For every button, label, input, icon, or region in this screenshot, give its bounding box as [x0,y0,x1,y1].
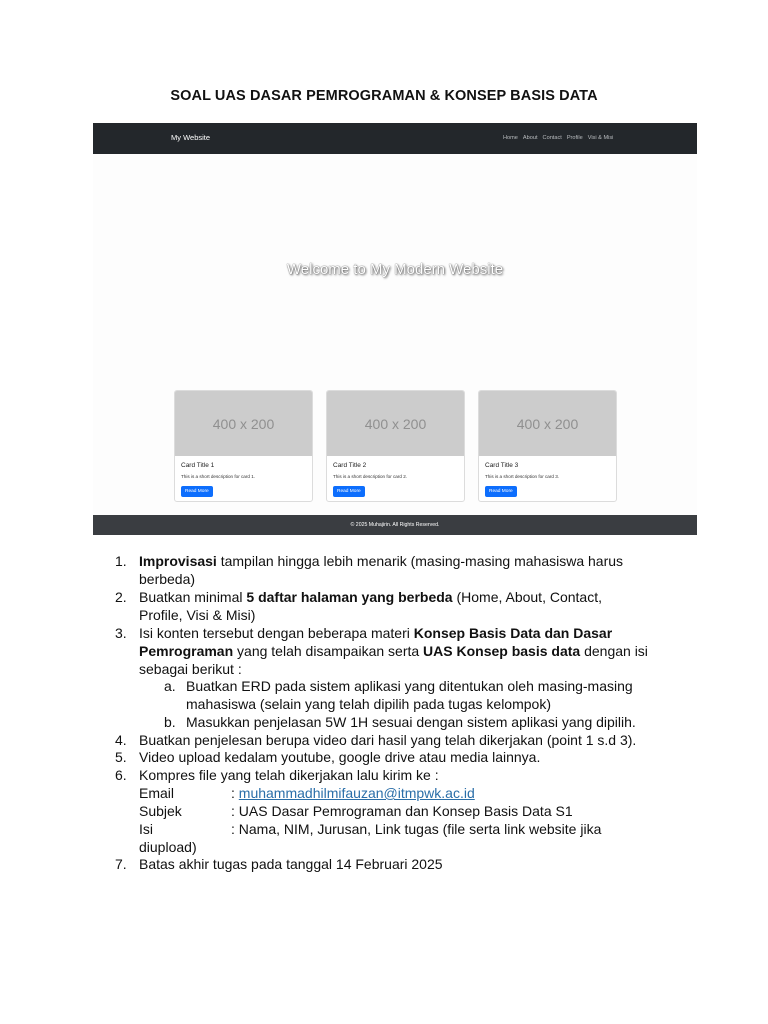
item-text: Buatkan minimal [139,589,247,605]
navbar-brand: My Website [171,133,211,142]
read-more-button: Read More [485,486,517,497]
card-description: This is a short description for card 1. [181,474,256,479]
list-item-4 [115,731,679,749]
item-text: tampilan hingga lebih menarik (masing-masing mahasiswa harus [216,553,624,569]
card-image-placeholder: 400 x 200 [175,391,312,456]
read-more-button: Read More [333,486,365,497]
item-text: berbeda) [139,571,196,587]
card-title: Card Title 2 [333,462,367,469]
item-text: Isi konten tersebut dengan beberapa materi [139,625,414,641]
item-text: Batas akhir tugas pada tanggal 14 Februari 2025 [139,856,443,872]
list-number: 1. [115,553,127,569]
card-description: This is a short description for card 3. [485,474,560,479]
emphasis-text: 5 daftar halaman yang berbeda [246,589,453,605]
item-text: Profile, Visi & Misi) [139,607,256,623]
list-item-1 [115,552,679,588]
emphasis-text: Konsep Basis Data dan Dasar [413,625,613,641]
card-title: Card Title 1 [181,462,215,469]
list-item-7 [115,855,679,873]
item-text: Video upload kedalam youtube, google drive atau media lainnya. [139,749,541,765]
item-text: Kompres file yang telah dikerjakan lalu kirim ke : [139,767,439,783]
list-item-3 [115,624,679,678]
card-1 [174,390,313,502]
subject-value: : UAS Dasar Pemrograman dan Konsep Basis Data S1 [231,803,573,819]
list-item-6 [115,766,679,784]
item-text: Buatkan penjelesan berupa video dari hasil yang telah dikerjakan (point 1 s.d 3). [139,732,637,748]
isi-label: Isi [139,821,153,837]
site-footer: © 2025 Muhajirin. All Rights Reserved. [93,515,697,535]
sub-list-letter: b. [164,714,176,730]
read-more-button: Read More [181,486,213,497]
item-text: yang telah disampaikan serta [233,643,424,659]
nav-link-about: About [522,135,538,141]
nav-link-visi-misi: Visi & Misi [587,135,614,141]
isi-value: : Nama, NIM, Jurusan, Link tugas (file serta link website jika [231,821,602,837]
email-link[interactable]: muhammadhilmifauzan@itmpwk.ac.id [238,785,475,801]
card-2 [326,390,465,502]
list-item-5 [115,748,679,766]
card-title: Card Title 3 [485,462,519,469]
list-number: 6. [115,767,127,783]
card-image-placeholder: 400 x 200 [327,391,464,456]
emphasis-text: Pemrograman [139,643,234,659]
item-text: Buatkan ERD pada sistem aplikasi yang ditentukan oleh masing-masing [186,678,633,694]
card-3 [478,390,617,502]
emphasis-text: UAS Konsep basis data [423,643,581,659]
card-image-placeholder: 400 x 200 [479,391,616,456]
nav-link-profile: Profile [566,135,583,141]
list-number: 7. [115,856,127,872]
email-label: Email [139,785,175,801]
subject-row [139,802,699,820]
emphasis-text: Improvisasi [139,553,217,569]
item-text: (Home, About, Contact, [452,589,602,605]
item-text: mahasiswa (selain yang telah dipilih pada tugas kelompok) [186,696,551,712]
website-screenshot [93,123,697,535]
navbar [93,123,697,154]
item-text: Masukkan penjelasan 5W 1H sesuai dengan sistem aplikasi yang dipilih. [186,714,636,730]
item-text: diupload) [139,839,197,855]
list-number: 4. [115,732,127,748]
separator: : [231,785,239,801]
isi-row [139,820,699,856]
list-number: 2. [115,589,127,605]
sub-item-a [164,677,676,713]
sub-item-b [164,713,676,731]
subject-label: Subjek [139,803,182,819]
item-text: sebagai berikut : [139,661,242,677]
card-description: This is a short description for card 2. [333,474,408,479]
document-title: SOAL UAS DASAR PEMROGRAMAN & KONSEP BASIS DATA [170,88,598,104]
list-number: 5. [115,749,127,765]
email-row [139,784,699,802]
sub-list-letter: a. [164,678,176,694]
hero-heading: Welcome to My Modern Website [286,261,504,278]
nav-links [503,135,613,141]
nav-link-home: Home [503,135,518,141]
list-number: 3. [115,625,127,641]
list-item-2 [115,588,679,624]
nav-link-contact: Contact [542,135,562,141]
item-text: dengan isi [580,643,648,659]
